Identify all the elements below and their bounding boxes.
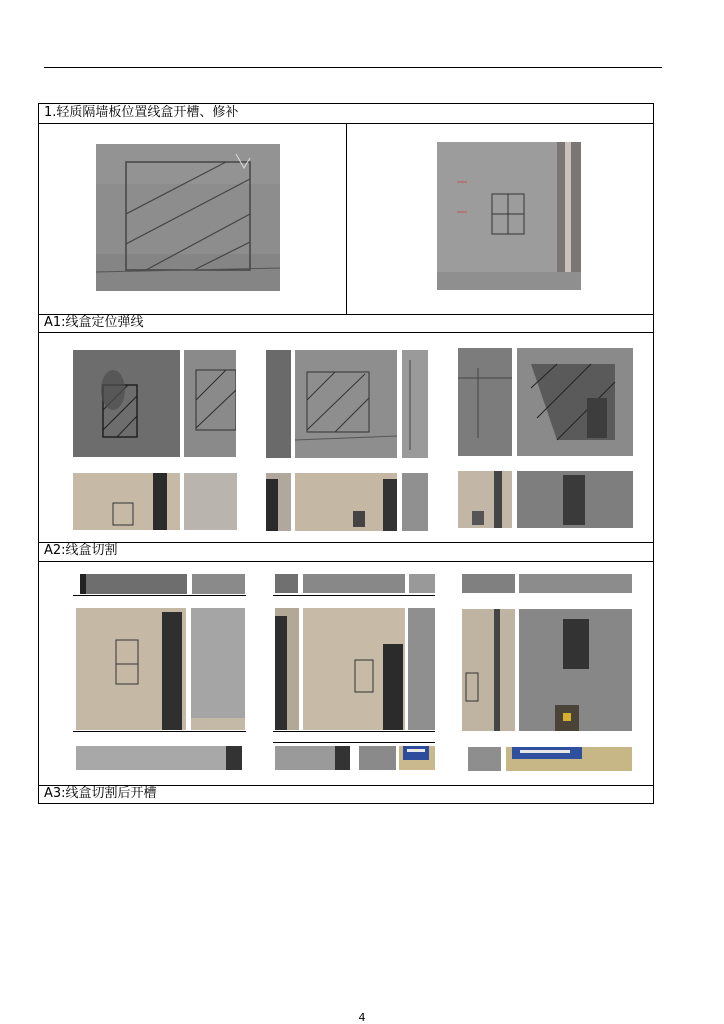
photo-a2-14 [519, 609, 632, 731]
photo-a2-15 [76, 746, 242, 770]
photo-a1-4 [295, 350, 397, 458]
step-label-a3: A3:线盒切割后开槽 [44, 786, 157, 801]
photo-underline [273, 742, 435, 743]
photo-a2-3 [275, 574, 298, 593]
photo-a2-12 [408, 608, 435, 730]
photo-a1-2 [184, 350, 236, 457]
photo-a2-6 [462, 574, 515, 593]
photo-a1-8 [73, 473, 180, 530]
photo-a2-1 [80, 574, 187, 594]
photo-a2-8 [76, 608, 186, 730]
photo-a2-18 [399, 746, 435, 770]
column-divider [346, 123, 347, 314]
photo-wall-marking-large [96, 144, 280, 291]
photo-a1-14 [517, 471, 633, 528]
photo-a1-10 [266, 473, 291, 531]
step-label-a1: A1:线盒定位弹线 [44, 315, 144, 330]
photo-a1-11 [295, 473, 397, 531]
photo-a1-13 [458, 471, 512, 528]
section-title: 1.轻质隔墙板位置线盒开槽、修补 [44, 105, 239, 120]
step-label-a2: A2:线盒切割 [44, 543, 118, 558]
photo-wall-grid-marking [437, 142, 581, 290]
photo-a1-6 [458, 348, 512, 456]
procedure-table [38, 103, 654, 804]
photo-underline [73, 595, 246, 596]
photo-underline [73, 731, 246, 732]
photo-a2-9 [191, 608, 245, 730]
page-number: 4 [358, 1011, 366, 1024]
photo-a2-19 [468, 747, 501, 771]
photo-a1-12 [402, 473, 428, 531]
photo-a2-13 [462, 609, 515, 731]
photo-a1-1 [73, 350, 180, 457]
photo-a2-17 [359, 746, 396, 770]
photo-a1-3 [266, 350, 291, 458]
photo-a2-4 [303, 574, 405, 593]
photo-a2-5 [409, 574, 435, 593]
photo-a2-10 [275, 608, 299, 730]
photo-underline [273, 731, 435, 732]
photo-a1-9 [184, 473, 237, 530]
photo-a2-11 [303, 608, 405, 730]
photo-a2-2 [192, 574, 245, 594]
photo-a2-20 [506, 747, 632, 771]
row-divider [39, 561, 653, 562]
photo-a1-5 [402, 350, 428, 458]
photo-a2-16 [275, 746, 350, 770]
photo-a1-7 [517, 348, 633, 456]
row-divider [39, 332, 653, 333]
header-rule [44, 67, 662, 68]
photo-underline [273, 595, 435, 596]
photo-a2-7 [519, 574, 632, 593]
